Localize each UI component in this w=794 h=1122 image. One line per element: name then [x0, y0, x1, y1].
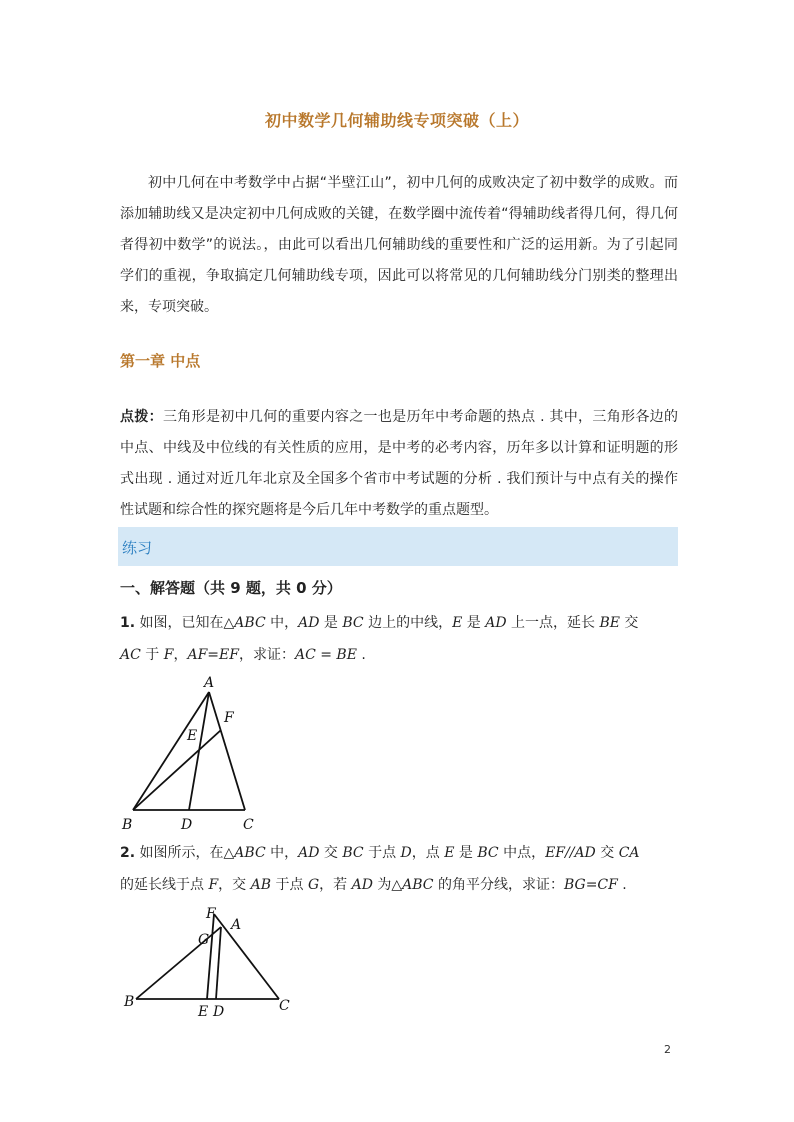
problem-2-part: ，点	[411, 845, 445, 861]
problem-1-part: 是	[462, 615, 486, 631]
problem-2-math: BC	[477, 845, 499, 861]
problem-2-part: 于点	[271, 877, 308, 893]
problem-2-math: △ABC	[223, 845, 266, 861]
page-number: 2	[664, 1043, 671, 1056]
problem-1-math: AD	[298, 615, 320, 631]
problem-2-part: 中点，	[498, 845, 546, 861]
problem-1-math: AC = BE	[294, 647, 357, 663]
exercise-banner	[118, 527, 678, 566]
segment-ad	[216, 927, 221, 999]
problem-2-part: 的延长线于点	[120, 877, 209, 893]
problem-1-part: 边上的中线，	[363, 615, 453, 631]
problem-2-math: EF//AD	[545, 845, 596, 861]
label-f: F	[224, 710, 234, 726]
exercise-banner-label: 练习	[122, 539, 153, 557]
problem-1-math: F	[163, 647, 174, 663]
problem-2-part: 如图所示，在	[135, 845, 224, 861]
problem-1-part: ，求证：	[238, 647, 295, 663]
problem-1-part: 于	[140, 647, 164, 663]
label-d: D	[213, 1004, 225, 1020]
problem-2-text	[120, 837, 678, 901]
tip-text: 三角形是初中几何的重要内容之一也是历年中考命题的热点 . 其中，三角形各边的中点、中线及中位线的有关性质的应用，是中考的必考内容，历年多以计算和证明题的形式出现 . 通过对近几年北京及全国多个省市中考试题的分析 . 我们预计与中点有关的操作性试题和综合性的探究题将是今后几年中考数学的重点题型。	[120, 409, 679, 518]
problem-1-math: E	[452, 615, 463, 631]
problem-2-part: ，若	[319, 877, 352, 893]
problem-2-math: G	[307, 877, 320, 893]
label-e: E	[187, 728, 198, 744]
problem-1-number: 1.	[120, 615, 136, 631]
problem-1-diagram	[115, 670, 275, 836]
problem-2-part: .	[617, 877, 627, 893]
problem-2-math: CA	[618, 845, 640, 861]
problem-1-part: 上一点，延长	[506, 615, 600, 631]
label-b: B	[122, 817, 133, 833]
intro-paragraph: 初中几何在中考数学中占据“半壁江山”，初中几何的成败决定了初中数学的成败。而添加辅助线又是决定初中几何成败的关键，在数学圈中流传着“得辅助线者得几何，得几何者得初中数学”的说法。，由此可以看出几何辅助线的重要性和广泛的运用新。为了引起同学们的重视，争取搞定几何辅助线专项，因此可以将常见的几何辅助线分门别类的整理出来，专项突破。	[120, 175, 678, 315]
problem-1-part: 交	[619, 615, 639, 631]
problem-2-part: 是	[454, 845, 478, 861]
problem-2-math: AD	[298, 845, 320, 861]
problem-1-math: △ABC	[223, 615, 266, 631]
tip-label: 点拨：	[120, 409, 163, 425]
segment-fe	[207, 914, 214, 999]
problem-1-part: 是	[319, 615, 343, 631]
label-c: C	[243, 817, 254, 833]
problem-2-part: 中，	[265, 845, 299, 861]
problem-1-math: BC	[342, 615, 364, 631]
problem-1-part: 如图，已知在	[135, 615, 224, 631]
problem-1-figure	[115, 670, 275, 840]
problem-2-math: △ABC	[391, 877, 434, 893]
label-d: D	[181, 817, 193, 833]
label-b: B	[124, 994, 135, 1010]
label-a: A	[204, 675, 215, 691]
problem-2-math: BC	[342, 845, 364, 861]
problem-2-part: 为	[372, 877, 392, 893]
problem-2-math: AB	[250, 877, 272, 893]
problem-2-math: BG=CF	[563, 877, 618, 893]
problem-2-math: D	[400, 845, 412, 861]
problem-1-part: .	[356, 647, 366, 663]
problem-2-diagram	[115, 898, 305, 1022]
problem-2-math: AD	[351, 877, 373, 893]
tip-paragraph	[120, 402, 678, 526]
problem-2-math: E	[444, 845, 455, 861]
problem-1-math: BE	[599, 615, 620, 631]
chapter-heading: 第一章 中点	[120, 352, 201, 370]
problem-1-math: AD	[485, 615, 507, 631]
problem-1-math: AF=EF	[187, 647, 239, 663]
label-g: G	[198, 932, 210, 948]
problem-1-text	[120, 607, 678, 671]
problem-1-part: 中，	[265, 615, 299, 631]
problem-2-number: 2.	[120, 845, 136, 861]
label-f: F	[206, 906, 216, 922]
problem-2-part: 交	[595, 845, 619, 861]
document-title: 初中数学几何辅助线专项突破（上）	[264, 111, 529, 130]
problem-2-math: F	[208, 877, 219, 893]
label-a: A	[231, 917, 242, 933]
problem-1-math: AC	[120, 647, 141, 663]
label-c: C	[279, 998, 290, 1014]
section-heading: 一、解答题（共 9 题，共 0 分）	[120, 579, 342, 597]
segment-cf	[214, 914, 279, 999]
problem-2-part: ，交	[218, 877, 251, 893]
problem-2-figure	[115, 898, 305, 1026]
label-e: E	[198, 1004, 209, 1020]
problem-2-part: 交	[319, 845, 343, 861]
problem-1-part: ，	[173, 647, 188, 663]
problem-2-part: 的角平分线，求证：	[433, 877, 564, 893]
problem-2-part: 于点	[363, 845, 401, 861]
